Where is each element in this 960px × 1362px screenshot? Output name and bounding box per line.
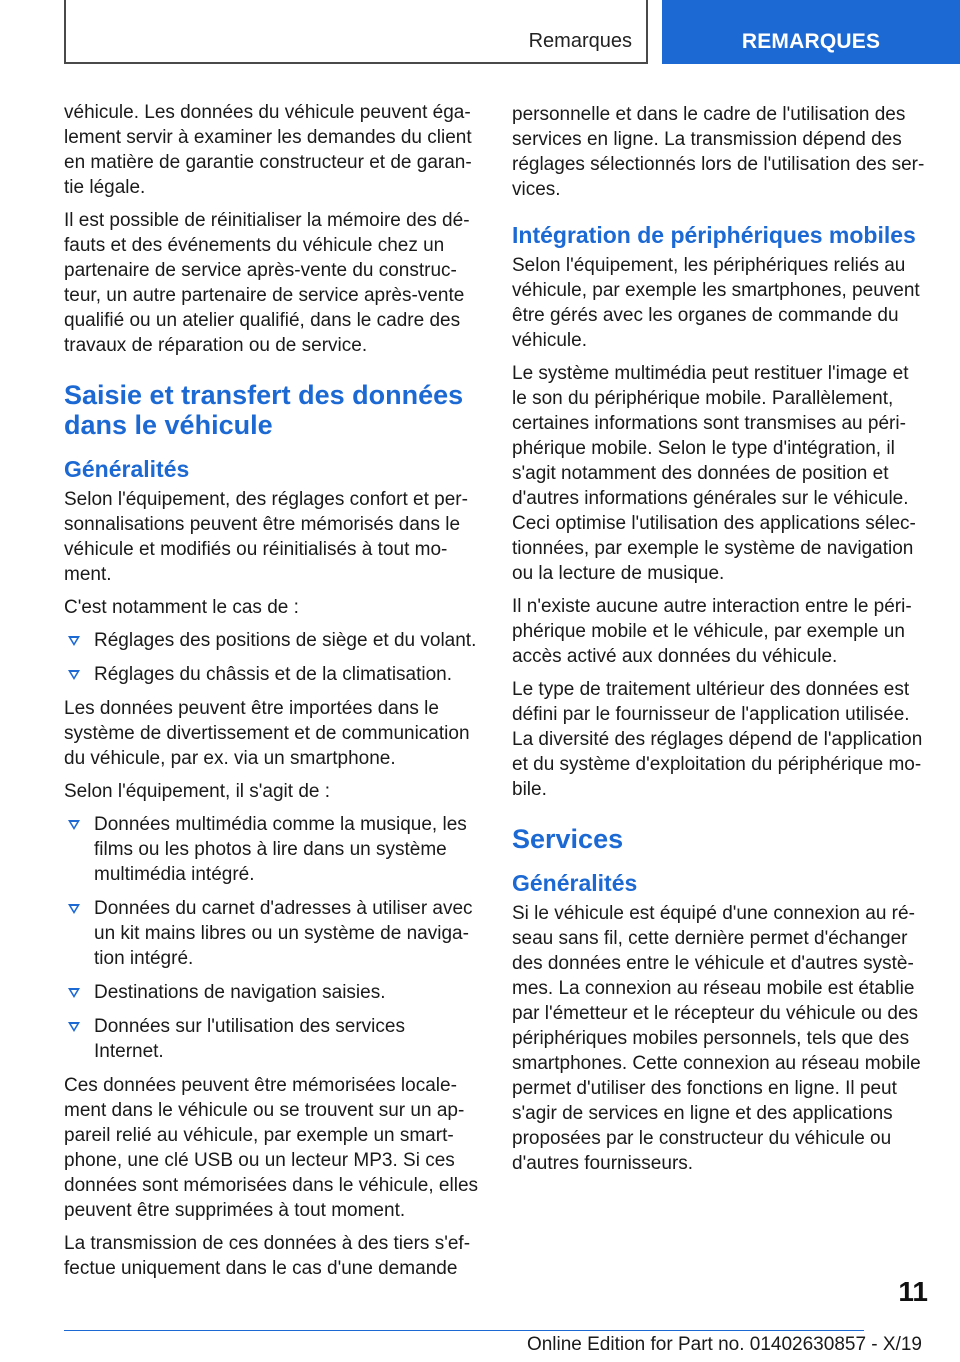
header-chapter-tab — [662, 0, 960, 64]
section-heading: Saisie et transfert des données dans le véhicule — [64, 380, 464, 440]
paragraph: personnelle et dans le cadre de l'utilisation des services en ligne. La transmission dépend des réglages sélectionnés lors de l'utilisation des services. — [512, 104, 925, 200]
list-item — [64, 662, 478, 687]
triangle-bullet-icon — [68, 1022, 80, 1032]
list-item — [64, 980, 478, 1005]
list-item-text: Réglages du châssis et de la climatisation. — [94, 664, 453, 685]
paragraph: Il n'existe aucune autre interaction entre le périphérique mobile et le véhicule, par exemple un accès activé aux données du véhicule. — [512, 596, 912, 667]
triangle-bullet-icon — [68, 988, 80, 998]
paragraph: véhicule. Les données du véhicule peuvent également servir à examiner les demandes du client en matière de garantie constructeur et de garantie légale. — [64, 102, 472, 198]
list-item-text: Destinations de navigation saisies. — [94, 982, 386, 1003]
header-section-title: Remarques — [528, 30, 632, 52]
paragraph: La transmission de ces données à des tiers s'effectue uniquement dans le cas d'une demande — [64, 1233, 471, 1279]
list-item-text: Données sur l'utilisation des services Internet. — [94, 1016, 405, 1062]
left-column — [64, 100, 478, 1289]
list-item-text: Réglages des positions de siège et du volant. — [94, 630, 477, 651]
bullet-list — [64, 812, 478, 1064]
paragraph: Les données peuvent être importées dans le système de divertissement et de communication du véhicule, par ex. via un smartphone. — [64, 698, 470, 769]
paragraph: Il est possible de réinitialiser la mémoire des défauts et des événements du véhicule chez un partenaire de service après-vente du constructeur, un autre partenaire de service après-vente qualifié ou un atelier qualifié, dans le cadre des travaux de réparation ou de service. — [64, 210, 470, 356]
footer-edition: Online Edition for Part no. 01402630857 - X/19 — [526, 1334, 922, 1355]
list-item — [64, 1014, 478, 1064]
subsection-heading: Intégration de périphériques mobiles — [512, 222, 916, 248]
paragraph: Ces données peuvent être mémorisées localement dans le véhicule ou se trouvent sur un appareil relié au véhicule, par exemple un smartphone, une clé USB ou un lecteur MP3. Si ces données sont mémorisées dans le véhicule, elles peuvent être supprimées à tout moment. — [64, 1075, 479, 1221]
paragraph: Le type de traitement ultérieur des données est défini par le fournisseur de l'application utilisée. La diversité des réglages dépend de l'application et du système d'exploitation du périphérique mobile. — [512, 679, 923, 800]
list-item-text: Données multimédia comme la musique, les films ou les photos à lire dans un système multimédia intégré. — [94, 814, 467, 885]
subsection-heading: Généralités — [512, 870, 638, 896]
subsection-heading: Généralités — [64, 456, 190, 482]
list-item — [64, 896, 478, 971]
triangle-bullet-icon — [68, 636, 80, 646]
triangle-bullet-icon — [68, 820, 80, 830]
triangle-bullet-icon — [68, 670, 80, 680]
paragraph: Si le véhicule est équipé d'une connexion au réseau sans fil, cette dernière permet d'échanger des données entre le véhicule et d'autres systèmes. La connexion au réseau mobile est établie par l'émetteur et le récepteur du véhicule ou des périphériques mobiles personnels, tels que des smartphones. Cette connexion au réseau mobile permet d'utiliser des fonctions en ligne. Il peut s'agir de services en ligne et des applications proposées par le constructeur du véhicule ou d'autres fournisseurs. — [512, 903, 921, 1174]
paragraph: Selon l'équipement, il s'agit de : — [64, 781, 331, 802]
header-chapter-title: REMARQUES — [741, 30, 881, 53]
section-heading: Services — [512, 824, 624, 854]
list-item — [64, 628, 478, 653]
footer-divider — [64, 1330, 864, 1331]
paragraph: Le système multimédia peut restituer l'image et le son du périphérique mobile. Parallèlement, certaines informations sont transmises au périphérique mobile. Selon le type d'intégration, il s'agit notamment des données de position et d'autres informations générales sur le véhicule. Ceci optimise l'utilisation des applications sélectionnées, par exemple le système de navigation ou la lecture de musique. — [512, 363, 916, 584]
list-item-text: Données du carnet d'adresses à utiliser avec un kit mains libres ou un système de navigation intégré. — [94, 898, 473, 969]
paragraph: Selon l'équipement, les périphériques reliés au véhicule, par exemple les smartphones, peuvent être gérés avec les organes de commande du véhicule. — [512, 255, 920, 351]
paragraph: C'est notamment le cas de : — [64, 597, 299, 618]
paragraph: Selon l'équipement, des réglages confort et personnalisations peuvent être mémorisés dans le véhicule et modifiés ou réinitialisés à tout moment. — [64, 489, 468, 585]
page-number: 11 — [898, 1276, 928, 1307]
right-column — [512, 102, 926, 1184]
header-section-box — [64, 0, 648, 64]
bullet-list — [64, 628, 478, 687]
triangle-bullet-icon — [68, 904, 80, 914]
list-item — [64, 812, 478, 887]
